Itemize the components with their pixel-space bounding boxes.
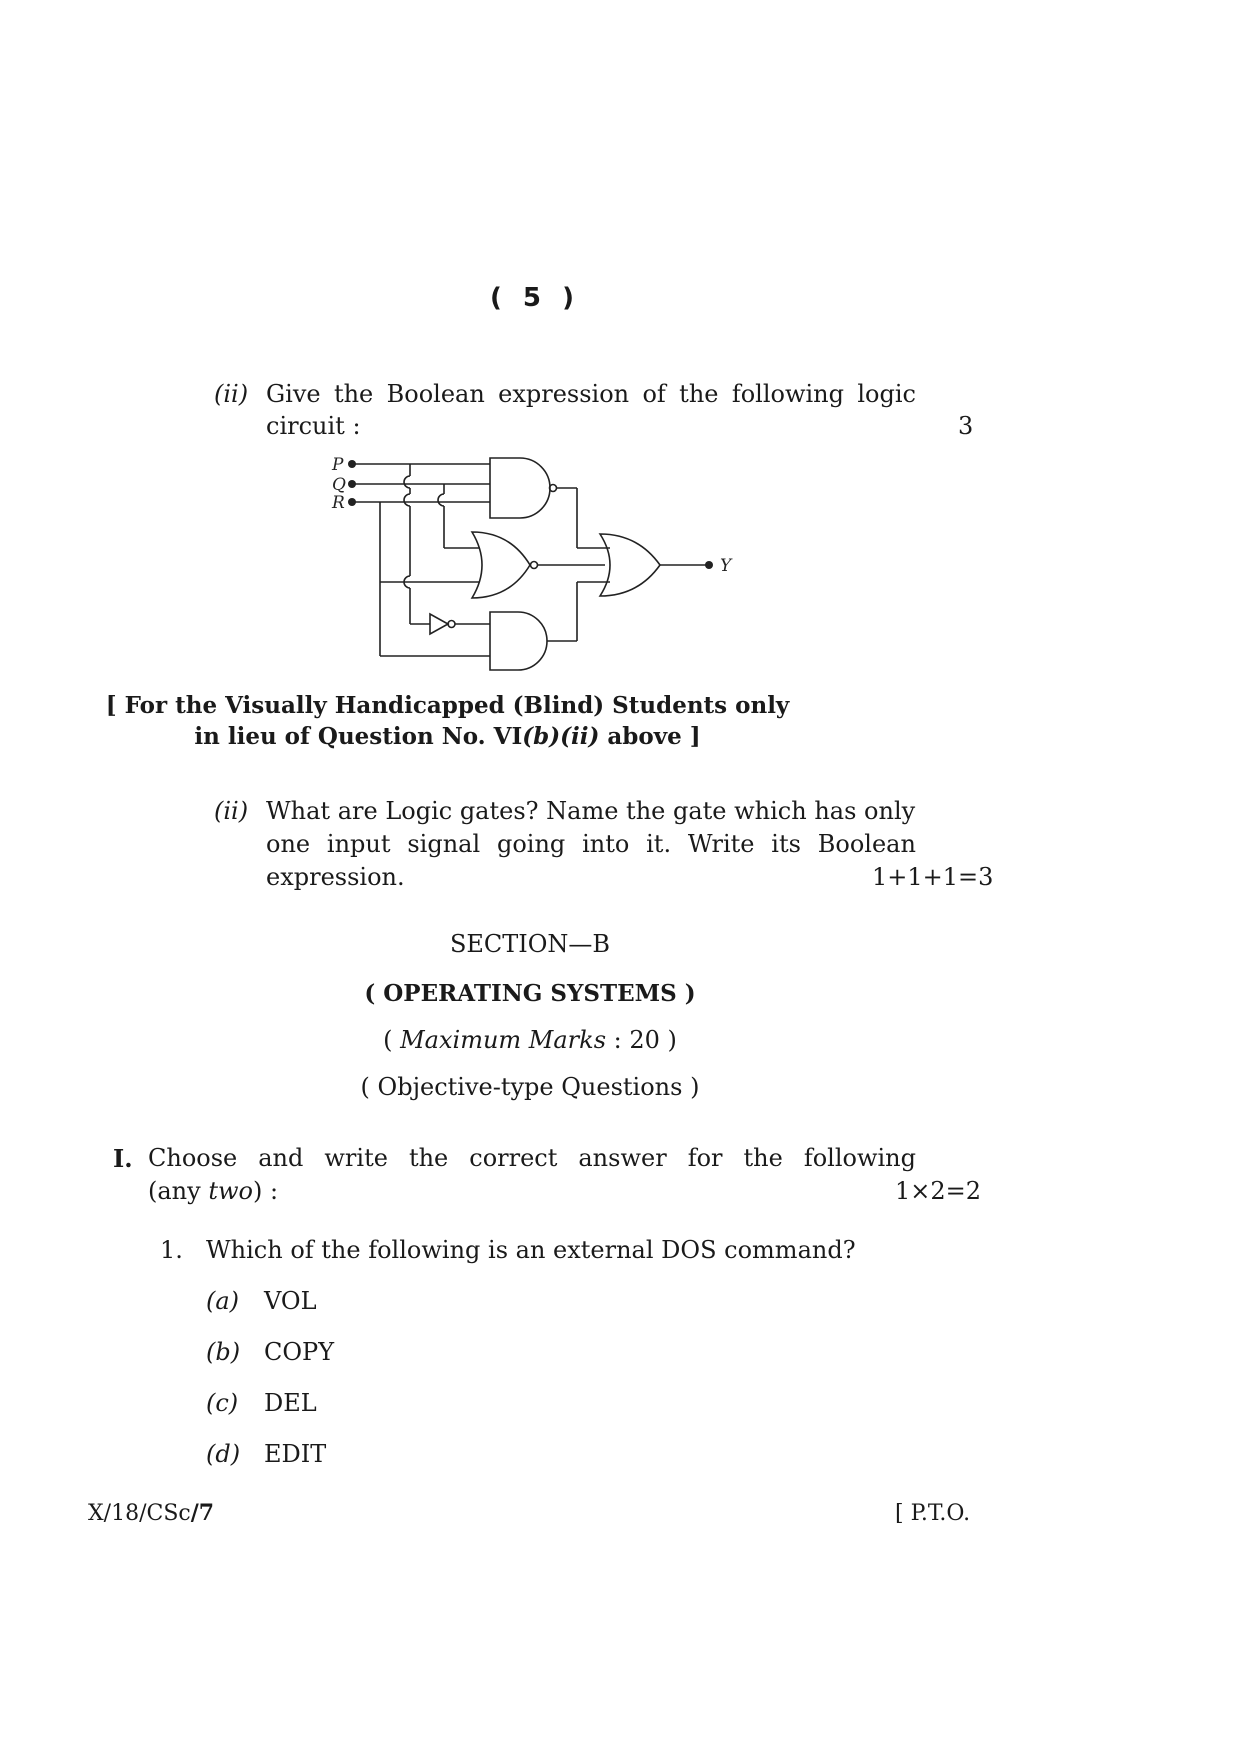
alt-question-line-1: What are Logic gates? Name the gate which has only [266,797,916,825]
word: Give [266,380,321,408]
option-label-a: (a) [206,1287,240,1315]
option-text-b: COPY [264,1338,335,1366]
input-label-p: P [332,455,344,475]
question-line-2: circuit : [266,412,361,440]
option-text-a: VOL [264,1287,317,1315]
word: following [731,380,844,408]
word: for [687,1144,723,1172]
mcq-number: 1. [160,1236,183,1264]
word: the [408,1144,449,1172]
question-i-marks: 1×2=2 [895,1177,982,1205]
alt-question-line-3: expression. [266,863,405,891]
note-line-2: in lieu of Question No. VI [194,723,523,750]
page-sequence: /7 [190,1500,215,1526]
word: input [326,830,391,858]
question-label: (ii) [214,380,249,408]
question-i-line-2 [148,1175,278,1208]
logic-circuit-diagram [320,448,740,678]
option-text-c: DEL [264,1389,317,1417]
word: Write [687,830,755,858]
option-text-d: EDIT [264,1440,327,1468]
and-gate-1 [490,458,550,518]
word: one [266,830,311,858]
or-gate-2 [600,534,660,596]
alt-question-label: (ii) [214,797,249,825]
option-label-b: (b) [206,1338,241,1366]
note-line-1: [ For the Visually Handicapped (Blind) Students only [105,692,790,719]
input-label-r: R [332,493,345,513]
question-i-line-1 [148,1142,916,1175]
word: write [324,1144,388,1172]
alt-question-marks: 1+1+1=3 [872,863,994,891]
section-title: SECTION—B [449,930,611,958]
word: the [743,1144,783,1172]
footer-pto: [ P.T.O. [895,1501,971,1526]
word: into [582,830,630,858]
option-label-c: (c) [206,1389,239,1417]
max-marks-value: : 20 ) [606,1026,677,1054]
section-subject: ( OPERATING SYSTEMS ) [364,980,696,1007]
mcq-question: Which of the following is an external DOS command? [206,1236,856,1264]
word: and [258,1144,304,1172]
word: the [333,380,374,408]
word: Boolean [817,830,916,858]
section-question-type: ( Objective-type Questions ) [360,1073,700,1101]
question-line-1 [266,378,916,411]
input-label-q: Q [332,475,346,495]
word: correct [469,1144,558,1172]
any-count: two [208,1177,253,1205]
word: its [771,830,801,858]
max-marks-open: ( [383,1026,401,1054]
word: going [496,830,566,858]
output-label-y: Y [720,556,732,576]
note-question-ref: (b)(ii) [522,723,600,750]
paper-code: X/18/CSc [88,1501,191,1526]
word: Choose [148,1144,238,1172]
word: Boolean [386,380,485,408]
footer-paper-code [88,1497,214,1530]
max-marks-label: Maximum Marks [400,1026,607,1054]
any-text: (any [148,1177,209,1205]
alt-question-line-2 [266,828,916,861]
word: the [679,380,719,408]
word: logic [857,380,916,408]
page-number: ( 5 ) [490,283,580,313]
any-end: ) : [252,1177,279,1205]
not-gate [430,614,448,634]
inverter-bubble-2 [531,562,538,569]
question-marks: 3 [958,412,974,440]
blind-students-note [105,690,900,752]
or-gate-1 [472,532,530,598]
word: following [803,1144,916,1172]
question-number: I. [113,1144,133,1173]
word: expression [498,380,630,408]
word: of [642,380,666,408]
and-gate-2 [490,612,547,670]
option-label-d: (d) [206,1440,241,1468]
note-line-2-end: above ] [599,723,701,750]
section-max-marks [330,1024,730,1057]
word: answer [578,1144,667,1172]
word: signal [407,830,481,858]
word: it. [646,830,672,858]
